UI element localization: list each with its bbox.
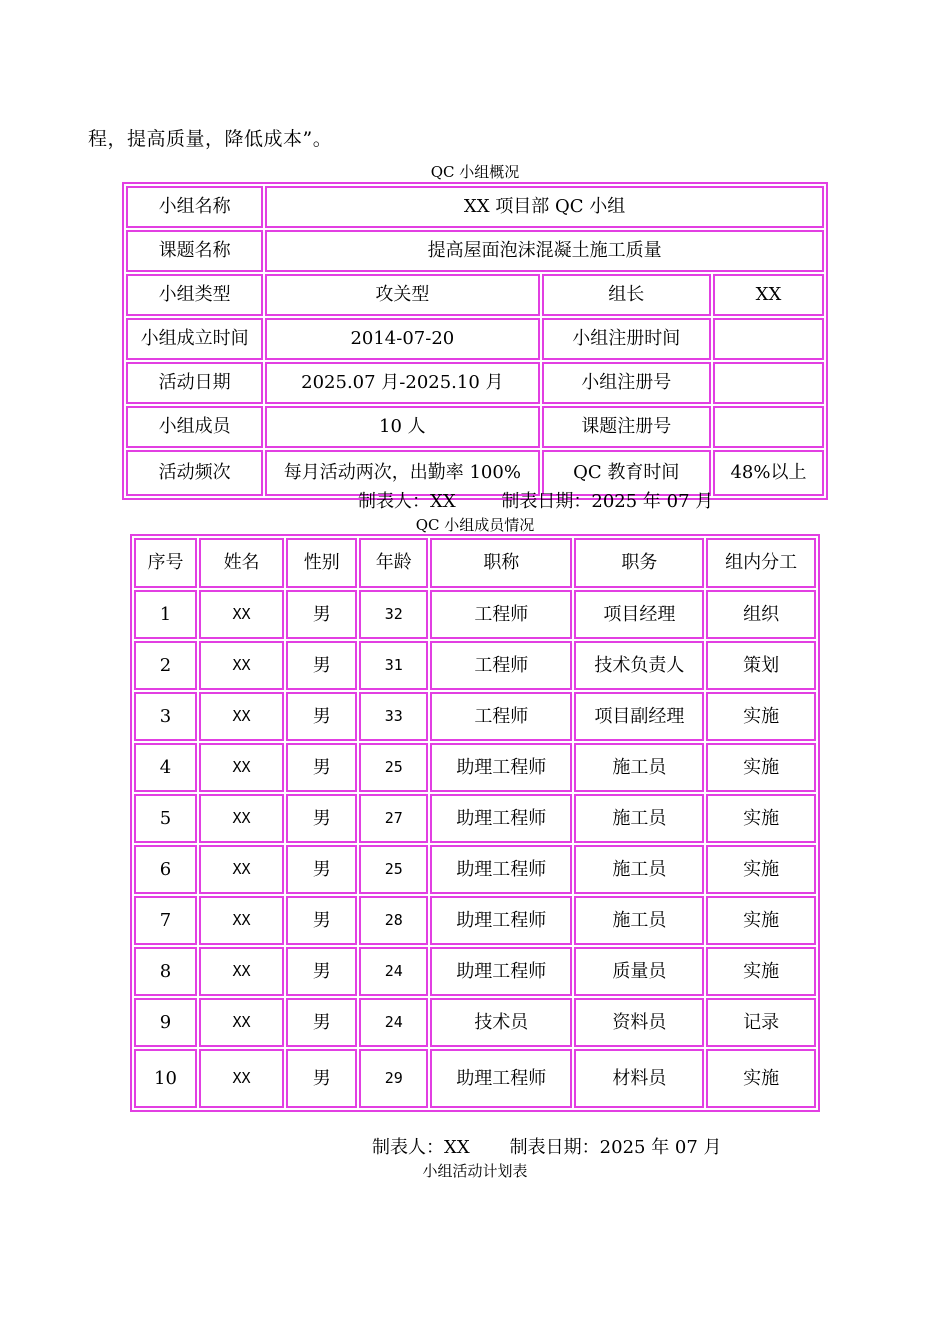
founded-label: 小组成立时间 bbox=[126, 318, 263, 360]
cell-age: 33 bbox=[359, 692, 428, 741]
cell-gender: 男 bbox=[286, 641, 357, 690]
frequency-label: 活动频次 bbox=[126, 450, 263, 496]
header-role: 组内分工 bbox=[706, 538, 816, 588]
cell-position: 施工员 bbox=[574, 845, 704, 894]
cell-name: XX bbox=[199, 590, 284, 639]
cell-seq: 1 bbox=[134, 590, 197, 639]
cell-title: 助理工程师 bbox=[430, 947, 572, 996]
table-row bbox=[126, 318, 824, 360]
cell-role: 实施 bbox=[706, 692, 816, 741]
table-row bbox=[126, 274, 824, 316]
members-value: 10 人 bbox=[265, 406, 539, 448]
cell-role: 实施 bbox=[706, 794, 816, 843]
cell-age: 24 bbox=[359, 947, 428, 996]
activity-date-label: 活动日期 bbox=[126, 362, 263, 404]
members-caption: QC 小组成员情况 bbox=[415, 516, 535, 534]
cell-title: 助理工程师 bbox=[430, 896, 572, 945]
topic-value: 提高屋面泡沫混凝土施工质量 bbox=[265, 230, 824, 272]
cell-gender: 男 bbox=[286, 998, 357, 1047]
table-row bbox=[134, 641, 816, 690]
table-row bbox=[126, 362, 824, 404]
cell-position: 资料员 bbox=[574, 998, 704, 1047]
cell-seq: 10 bbox=[134, 1049, 197, 1108]
activity-date-value: 2025.07 月-2025.10 月 bbox=[265, 362, 539, 404]
cell-seq: 8 bbox=[134, 947, 197, 996]
cell-gender: 男 bbox=[286, 590, 357, 639]
cell-position: 项目经理 bbox=[574, 590, 704, 639]
cell-gender: 男 bbox=[286, 794, 357, 843]
cell-name: XX bbox=[199, 692, 284, 741]
cell-title: 工程师 bbox=[430, 590, 572, 639]
header-age: 年龄 bbox=[359, 538, 428, 588]
cell-seq: 4 bbox=[134, 743, 197, 792]
cell-title: 助理工程师 bbox=[430, 845, 572, 894]
cell-position: 施工员 bbox=[574, 794, 704, 843]
cell-age: 32 bbox=[359, 590, 428, 639]
cell-name: XX bbox=[199, 896, 284, 945]
reg-time-value bbox=[713, 318, 824, 360]
reg-no-value bbox=[713, 362, 824, 404]
cell-role: 组织 bbox=[706, 590, 816, 639]
table-row bbox=[126, 186, 824, 228]
cell-age: 25 bbox=[359, 845, 428, 894]
header-seq: 序号 bbox=[134, 538, 197, 588]
cell-role: 实施 bbox=[706, 845, 816, 894]
cell-seq: 2 bbox=[134, 641, 197, 690]
cell-title: 技术员 bbox=[430, 998, 572, 1047]
cell-role: 策划 bbox=[706, 641, 816, 690]
edu-label: QC 教育时间 bbox=[542, 450, 711, 496]
cell-title: 工程师 bbox=[430, 641, 572, 690]
cell-name: XX bbox=[199, 845, 284, 894]
topic-label: 课题名称 bbox=[126, 230, 263, 272]
cell-seq: 7 bbox=[134, 896, 197, 945]
cell-name: XX bbox=[199, 1049, 284, 1108]
cell-role: 记录 bbox=[706, 998, 816, 1047]
cell-gender: 男 bbox=[286, 1049, 357, 1108]
members-table bbox=[130, 534, 820, 1112]
overview-caption: QC 小组概况 bbox=[430, 163, 520, 181]
group-name-label: 小组名称 bbox=[126, 186, 263, 228]
cell-gender: 男 bbox=[286, 947, 357, 996]
cell-title: 助理工程师 bbox=[430, 1049, 572, 1108]
cell-role: 实施 bbox=[706, 1049, 816, 1108]
topic-reg-label: 课题注册号 bbox=[542, 406, 711, 448]
members-label: 小组成员 bbox=[126, 406, 263, 448]
overview-table bbox=[122, 182, 828, 500]
table-row bbox=[134, 794, 816, 843]
cell-age: 25 bbox=[359, 743, 428, 792]
cell-name: XX bbox=[199, 641, 284, 690]
cell-age: 31 bbox=[359, 641, 428, 690]
type-label: 小组类型 bbox=[126, 274, 263, 316]
table-row bbox=[134, 590, 816, 639]
group-name-value: XX 项目部 QC 小组 bbox=[265, 186, 824, 228]
cell-gender: 男 bbox=[286, 845, 357, 894]
cell-position: 技术负责人 bbox=[574, 641, 704, 690]
table-row bbox=[126, 230, 824, 272]
table-row bbox=[126, 406, 824, 448]
overview-signature: 制表人：XX 制表日期：2025 年 07 月 bbox=[358, 491, 714, 512]
header-gender: 性别 bbox=[286, 538, 357, 588]
cell-gender: 男 bbox=[286, 692, 357, 741]
leader-label: 组长 bbox=[542, 274, 711, 316]
cell-age: 29 bbox=[359, 1049, 428, 1108]
founded-value: 2014-07-20 bbox=[265, 318, 539, 360]
cell-title: 工程师 bbox=[430, 692, 572, 741]
table-row bbox=[134, 743, 816, 792]
header-position: 职务 bbox=[574, 538, 704, 588]
cell-age: 24 bbox=[359, 998, 428, 1047]
cell-role: 实施 bbox=[706, 947, 816, 996]
leader-value: XX bbox=[713, 274, 824, 316]
plan-caption: 小组活动计划表 bbox=[422, 1162, 528, 1180]
cell-gender: 男 bbox=[286, 743, 357, 792]
table-row bbox=[134, 947, 816, 996]
table-row bbox=[134, 896, 816, 945]
cell-name: XX bbox=[199, 998, 284, 1047]
table-row bbox=[134, 845, 816, 894]
cell-role: 实施 bbox=[706, 896, 816, 945]
cell-age: 28 bbox=[359, 896, 428, 945]
intro-paragraph: 程，提高质量，降低成本”。 bbox=[88, 128, 333, 150]
header-name: 姓名 bbox=[199, 538, 284, 588]
cell-age: 27 bbox=[359, 794, 428, 843]
frequency-value: 每月活动两次，出勤率 100% bbox=[265, 450, 539, 496]
cell-gender: 男 bbox=[286, 896, 357, 945]
reg-no-label: 小组注册号 bbox=[542, 362, 711, 404]
cell-name: XX bbox=[199, 794, 284, 843]
members-signature: 制表人：XX 制表日期：2025 年 07 月 bbox=[372, 1137, 722, 1158]
header-title: 职称 bbox=[430, 538, 572, 588]
cell-position: 项目副经理 bbox=[574, 692, 704, 741]
type-value: 攻关型 bbox=[265, 274, 539, 316]
cell-name: XX bbox=[199, 947, 284, 996]
table-row bbox=[134, 1049, 816, 1108]
edu-value: 48%以上 bbox=[713, 450, 824, 496]
cell-position: 材料员 bbox=[574, 1049, 704, 1108]
table-header-row bbox=[134, 538, 816, 588]
cell-seq: 5 bbox=[134, 794, 197, 843]
cell-seq: 3 bbox=[134, 692, 197, 741]
cell-title: 助理工程师 bbox=[430, 794, 572, 843]
topic-reg-value bbox=[713, 406, 824, 448]
cell-position: 施工员 bbox=[574, 896, 704, 945]
cell-role: 实施 bbox=[706, 743, 816, 792]
reg-time-label: 小组注册时间 bbox=[542, 318, 711, 360]
cell-title: 助理工程师 bbox=[430, 743, 572, 792]
table-row bbox=[134, 692, 816, 741]
cell-name: XX bbox=[199, 743, 284, 792]
table-row bbox=[134, 998, 816, 1047]
cell-position: 质量员 bbox=[574, 947, 704, 996]
cell-seq: 9 bbox=[134, 998, 197, 1047]
cell-position: 施工员 bbox=[574, 743, 704, 792]
cell-seq: 6 bbox=[134, 845, 197, 894]
